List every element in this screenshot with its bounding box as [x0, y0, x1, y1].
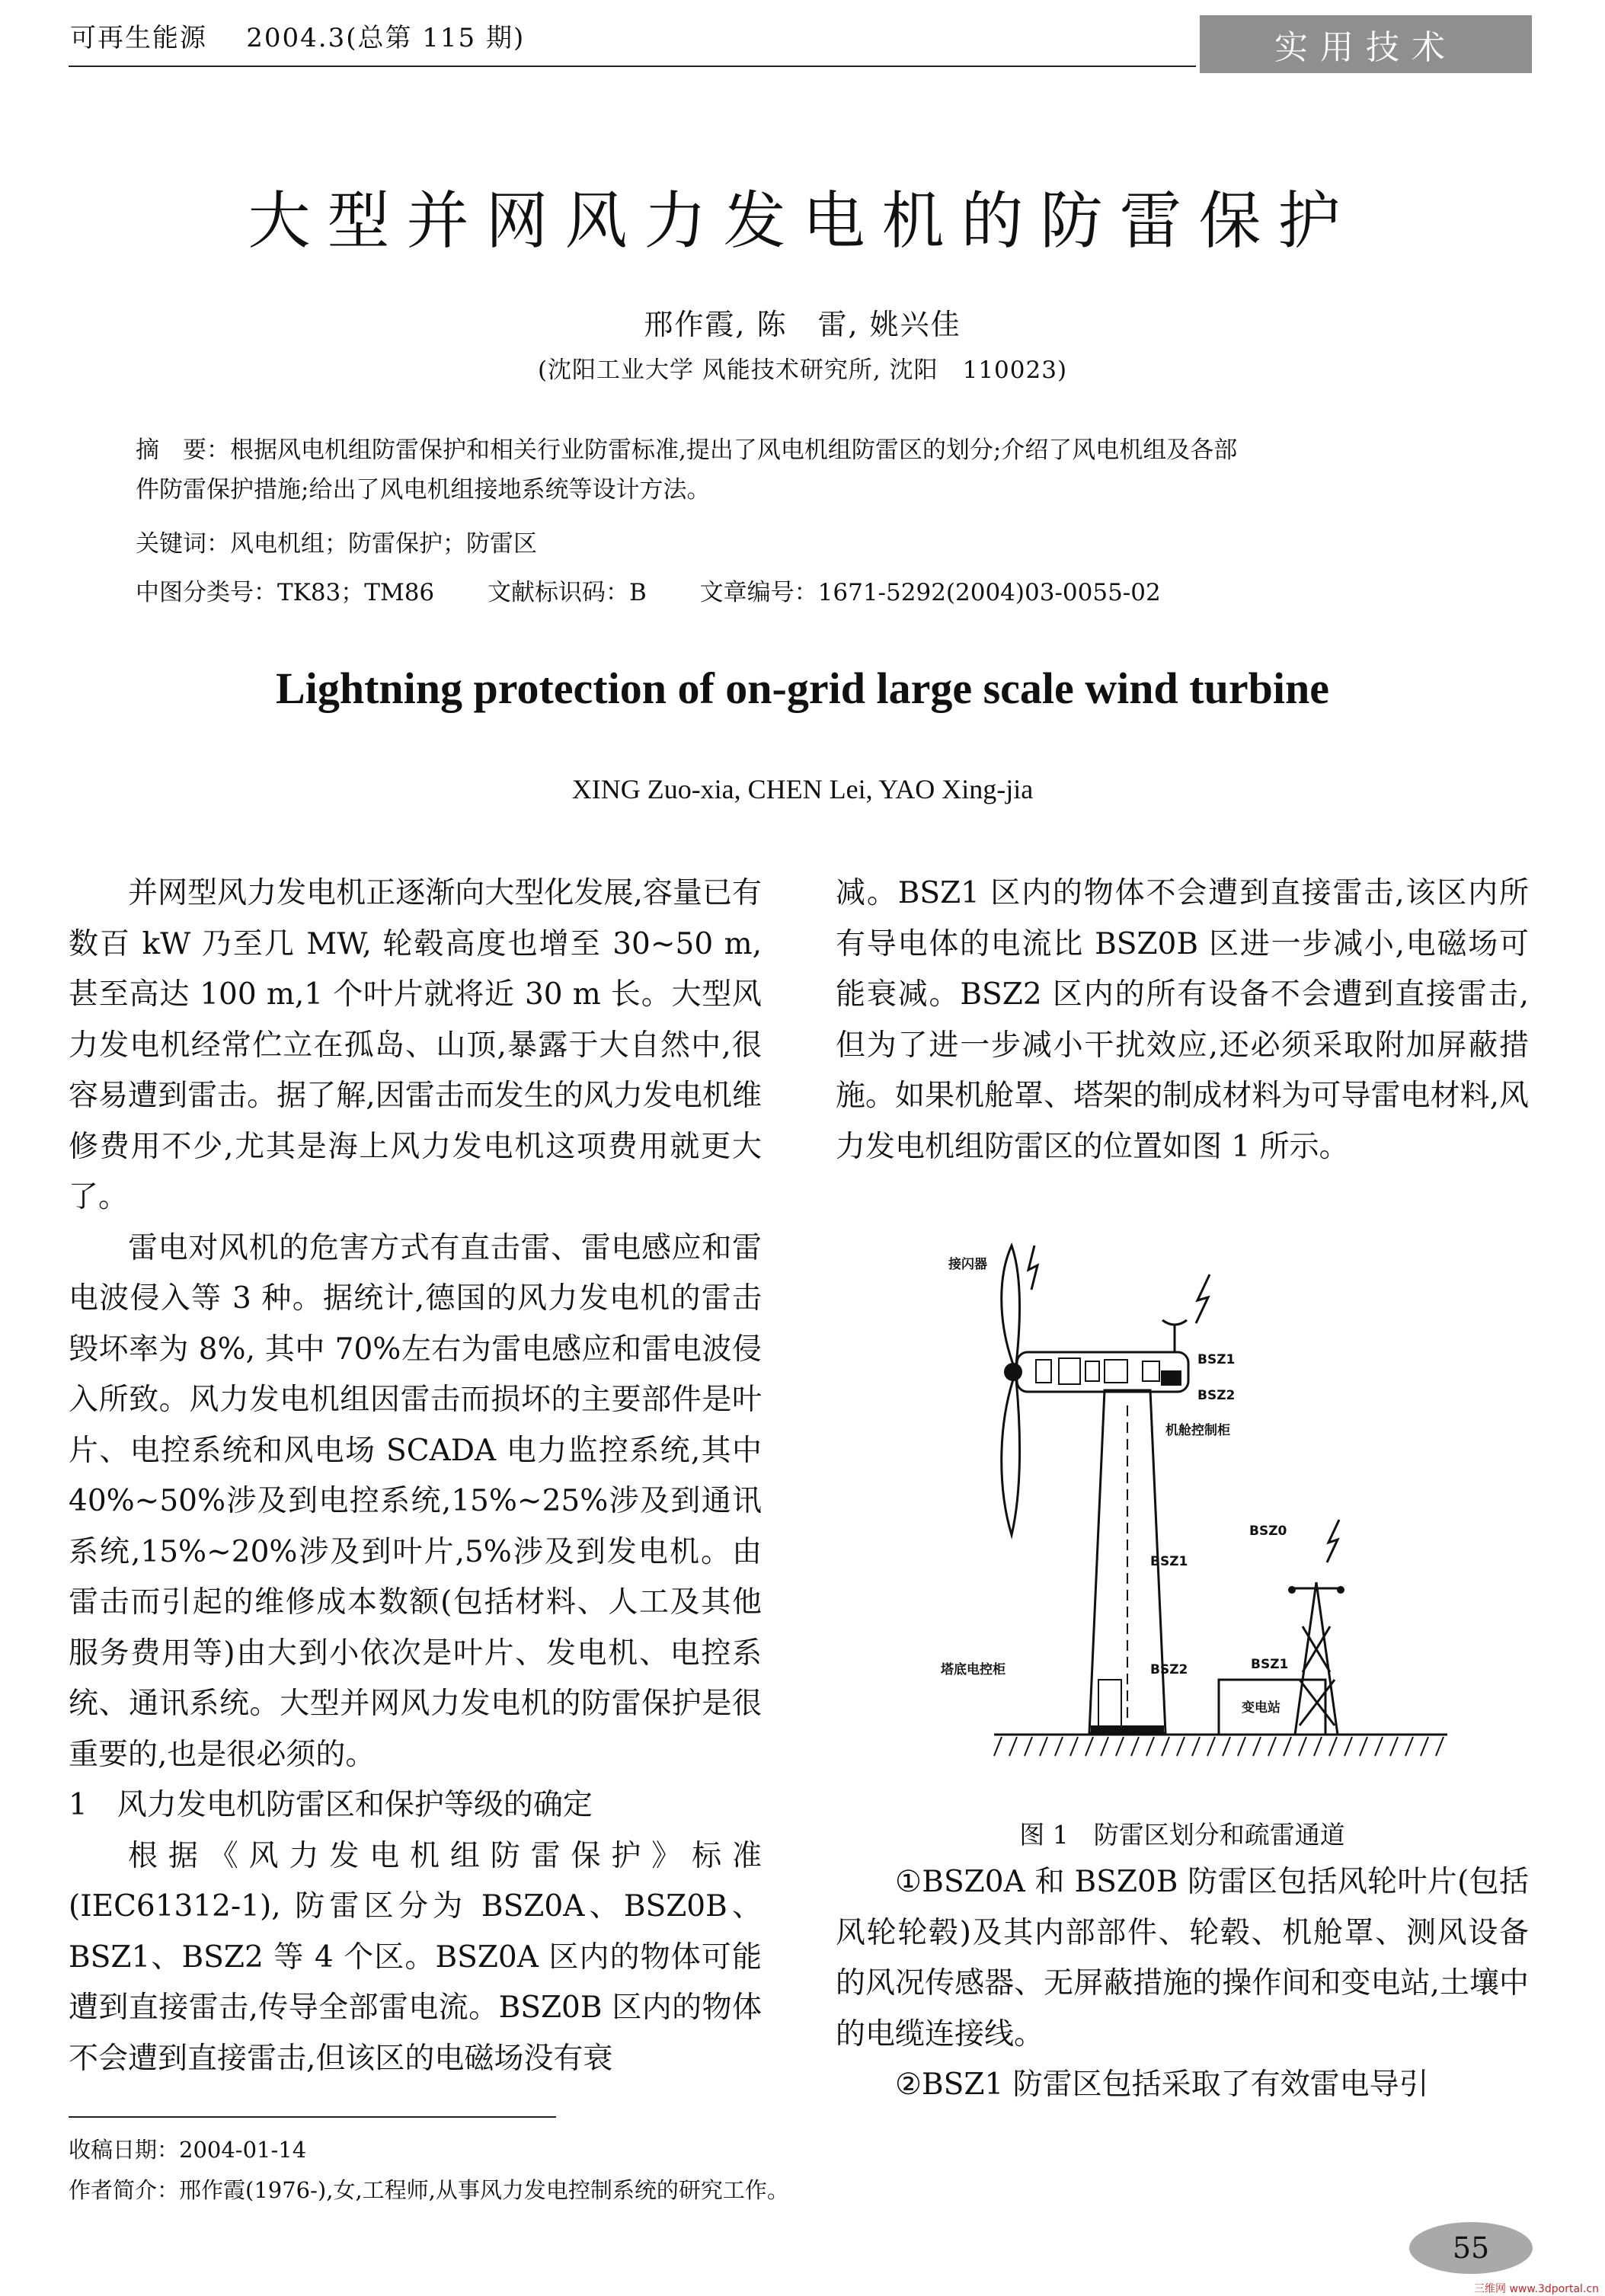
paragraph-6: ②BSZ1 防雷区包括采取了有效雷电导引 [895, 2067, 1429, 2102]
paper-title-cn: 大型并网风力发电机的防雷保护 [248, 185, 1357, 257]
footnote-received: 收稿日期：2004-01-14 [69, 2137, 307, 2163]
label-bsz1-top: BSZ1 [1197, 1352, 1236, 1367]
doc-code: 文献标识码：B [488, 579, 647, 606]
section-badge: 实用技术 [1200, 15, 1532, 73]
anemometer-icon [1162, 1320, 1187, 1325]
tower-foundation [1091, 1725, 1164, 1733]
page-number: 55 [1409, 2222, 1533, 2274]
abstract-line-2: 件防雷保护措施;给出了风电机组接地系统等设计方法。 [136, 476, 711, 504]
paragraph-3: 根据《风力发电机组防雷保护》标准(IEC61312-1), 防雷区分为 BSZ0A、BSZ0B、BSZ1、BSZ2 等 4 个区。BSZ0A 区内的物体可能遭到直接雷击,传导全部雷电流。BSZ0B 区内的物体不会遭到直接雷击,但该区的电磁场没有衰 [69, 1838, 762, 2076]
header-rule [69, 66, 1196, 67]
clc-code: 中图分类号：TK83；TM86 [136, 579, 435, 606]
paragraph-4: 减。BSZ1 区内的物体不会遭到直接雷击,该区内所有导电体的电流比 BSZ0B 区进一步减小,电磁场可能衰减。BSZ2 区内的所有设备不会遭到直接雷击,但为了进一步减小干扰效应,还必须采取附加屏蔽措施。如果机舱罩、塔架的制成材料为可导雷电材料,风力发电机组防雷区的位置如图 1 所示。 [836, 876, 1529, 1164]
label-nacelle-cabinet: 机舱控制柜 [1165, 1423, 1230, 1438]
article-number: 文章编号：1671-5292(2004)03-0055-02 [699, 579, 1161, 606]
affiliation-cn: (沈阳工业大学 风能技术研究所, 沈阳 110023) [537, 357, 1068, 384]
classification [136, 573, 1207, 607]
footnote-author-bio: 作者简介：邢作霞(1976-),女,工程师,从事风力发电控制系统的研究工作。 [69, 2177, 789, 2203]
footnote-rule [69, 2116, 556, 2118]
body-column-right-top [836, 868, 1529, 1172]
journal-header [70, 17, 525, 54]
blade-lower [1002, 1380, 1020, 1535]
lightning-bolt-icon [1327, 1520, 1339, 1562]
lightning-bolt-icon [1028, 1246, 1037, 1290]
label-substation: 变电站 [1242, 1700, 1280, 1716]
label-receptor: 接闪器 [948, 1257, 987, 1272]
nacelle-internals [1036, 1358, 1181, 1385]
base-cabinet-box [1098, 1680, 1121, 1733]
insulator-left [1288, 1586, 1296, 1594]
keywords-text: 风电机组；防雷保护；防雷区 [230, 530, 537, 558]
paragraph-2: 雷电对风机的危害方式有直击雷、雷电感应和雷电波侵入等 3 种。据统计,德国的风力发电机的雷击毁坏率为 8%, 其中 70%左右为雷电感应和雷电波侵入所致。风力发电机组因雷击而损坏的主要部件是叶片、电控系统和风电场 SCADA 电力监控系统,其中 40%~50%涉及到电控系统,15%~25%涉及到通讯系统,15%~20%涉及到叶片,5%涉及到发电机。由雷击而引起的维修成本数额(包括材料、人工及其他服务费用等)由大到小依次是叶片、发电机、电控系统、通讯系统。大型并网风力发电机的防雷保护是很重要的,也是很必须的。 [69, 1230, 762, 1772]
watermark: 三维网 www.3dportal.cn [1474, 2283, 1599, 2295]
body-column-left [69, 868, 762, 2084]
figure-caption: 图 1 防雷区划分和疏雷通道 [1019, 1820, 1345, 1850]
abstract-line-1: 根据风电机组防雷保护和相关行业防雷标准,提出了风电机组防雷区的划分;介绍了风电机组及各部 [230, 436, 1238, 464]
label-bsz1-tower: BSZ1 [1150, 1554, 1188, 1569]
body-column-right-bottom [836, 1857, 1529, 2111]
label-bsz0: BSZ0 [1249, 1524, 1287, 1539]
paragraph-5: ①BSZ0A 和 BSZ0B 防雷区包括风轮叶片(包括风轮轮毂)及其内部部件、轮毂、机舱罩、测风设备的风况传感器、无屏蔽措施的操作间和变电站,土壤中的电缆连接线。 [836, 1865, 1529, 2051]
blade-upper [1002, 1246, 1020, 1364]
label-bsz2-base: BSZ2 [1150, 1662, 1188, 1677]
paper-title-en: Lightning protection of on-grid large scale wind turbine [276, 664, 1329, 713]
authors-cn: 邢作霞, 陈 雷, 姚兴佳 [644, 308, 961, 341]
label-bsz1-substation: BSZ1 [1251, 1657, 1289, 1672]
journal-issue: 2004.3(总第 115 期) [246, 23, 526, 53]
authors-en: XING Zuo-xia, CHEN Lei, YAO Xing-jia [571, 774, 1034, 804]
abstract-label: 摘 要： [136, 436, 230, 464]
hub [1004, 1363, 1022, 1381]
paragraph-1: 并网型风力发电机正逐渐向大型化发展,容量已有数百 kW 乃至几 MW, 轮毂高度也增至 30~50 m,甚至高达 100 m,1 个叶片就将近 30 m 长。大型风力发电机经常伫立在孤岛、山顶,暴露于大自然中,很容易遭到雷击。据了解,因雷击而发生的风力发电机维修费用不少,尤其是海上风力发电机这项费用就更大了。 [69, 876, 762, 1214]
label-base-cabinet: 塔底电控柜 [941, 1662, 1006, 1677]
section-heading-1: 1 风力发电机防雷区和保护等级的确定 [69, 1788, 593, 1822]
insulator-right [1337, 1586, 1344, 1594]
abstract [136, 430, 1476, 510]
keywords-label: 关键词： [136, 530, 230, 558]
keywords [136, 524, 537, 558]
ground-hatch [994, 1737, 1444, 1756]
lightning-bolt-icon [1196, 1274, 1210, 1323]
label-bsz2-top: BSZ2 [1197, 1388, 1236, 1403]
journal-name: 可再生能源 [70, 23, 207, 53]
figure-lightning-zones [922, 1230, 1516, 1779]
transmission-tower [1292, 1582, 1341, 1735]
